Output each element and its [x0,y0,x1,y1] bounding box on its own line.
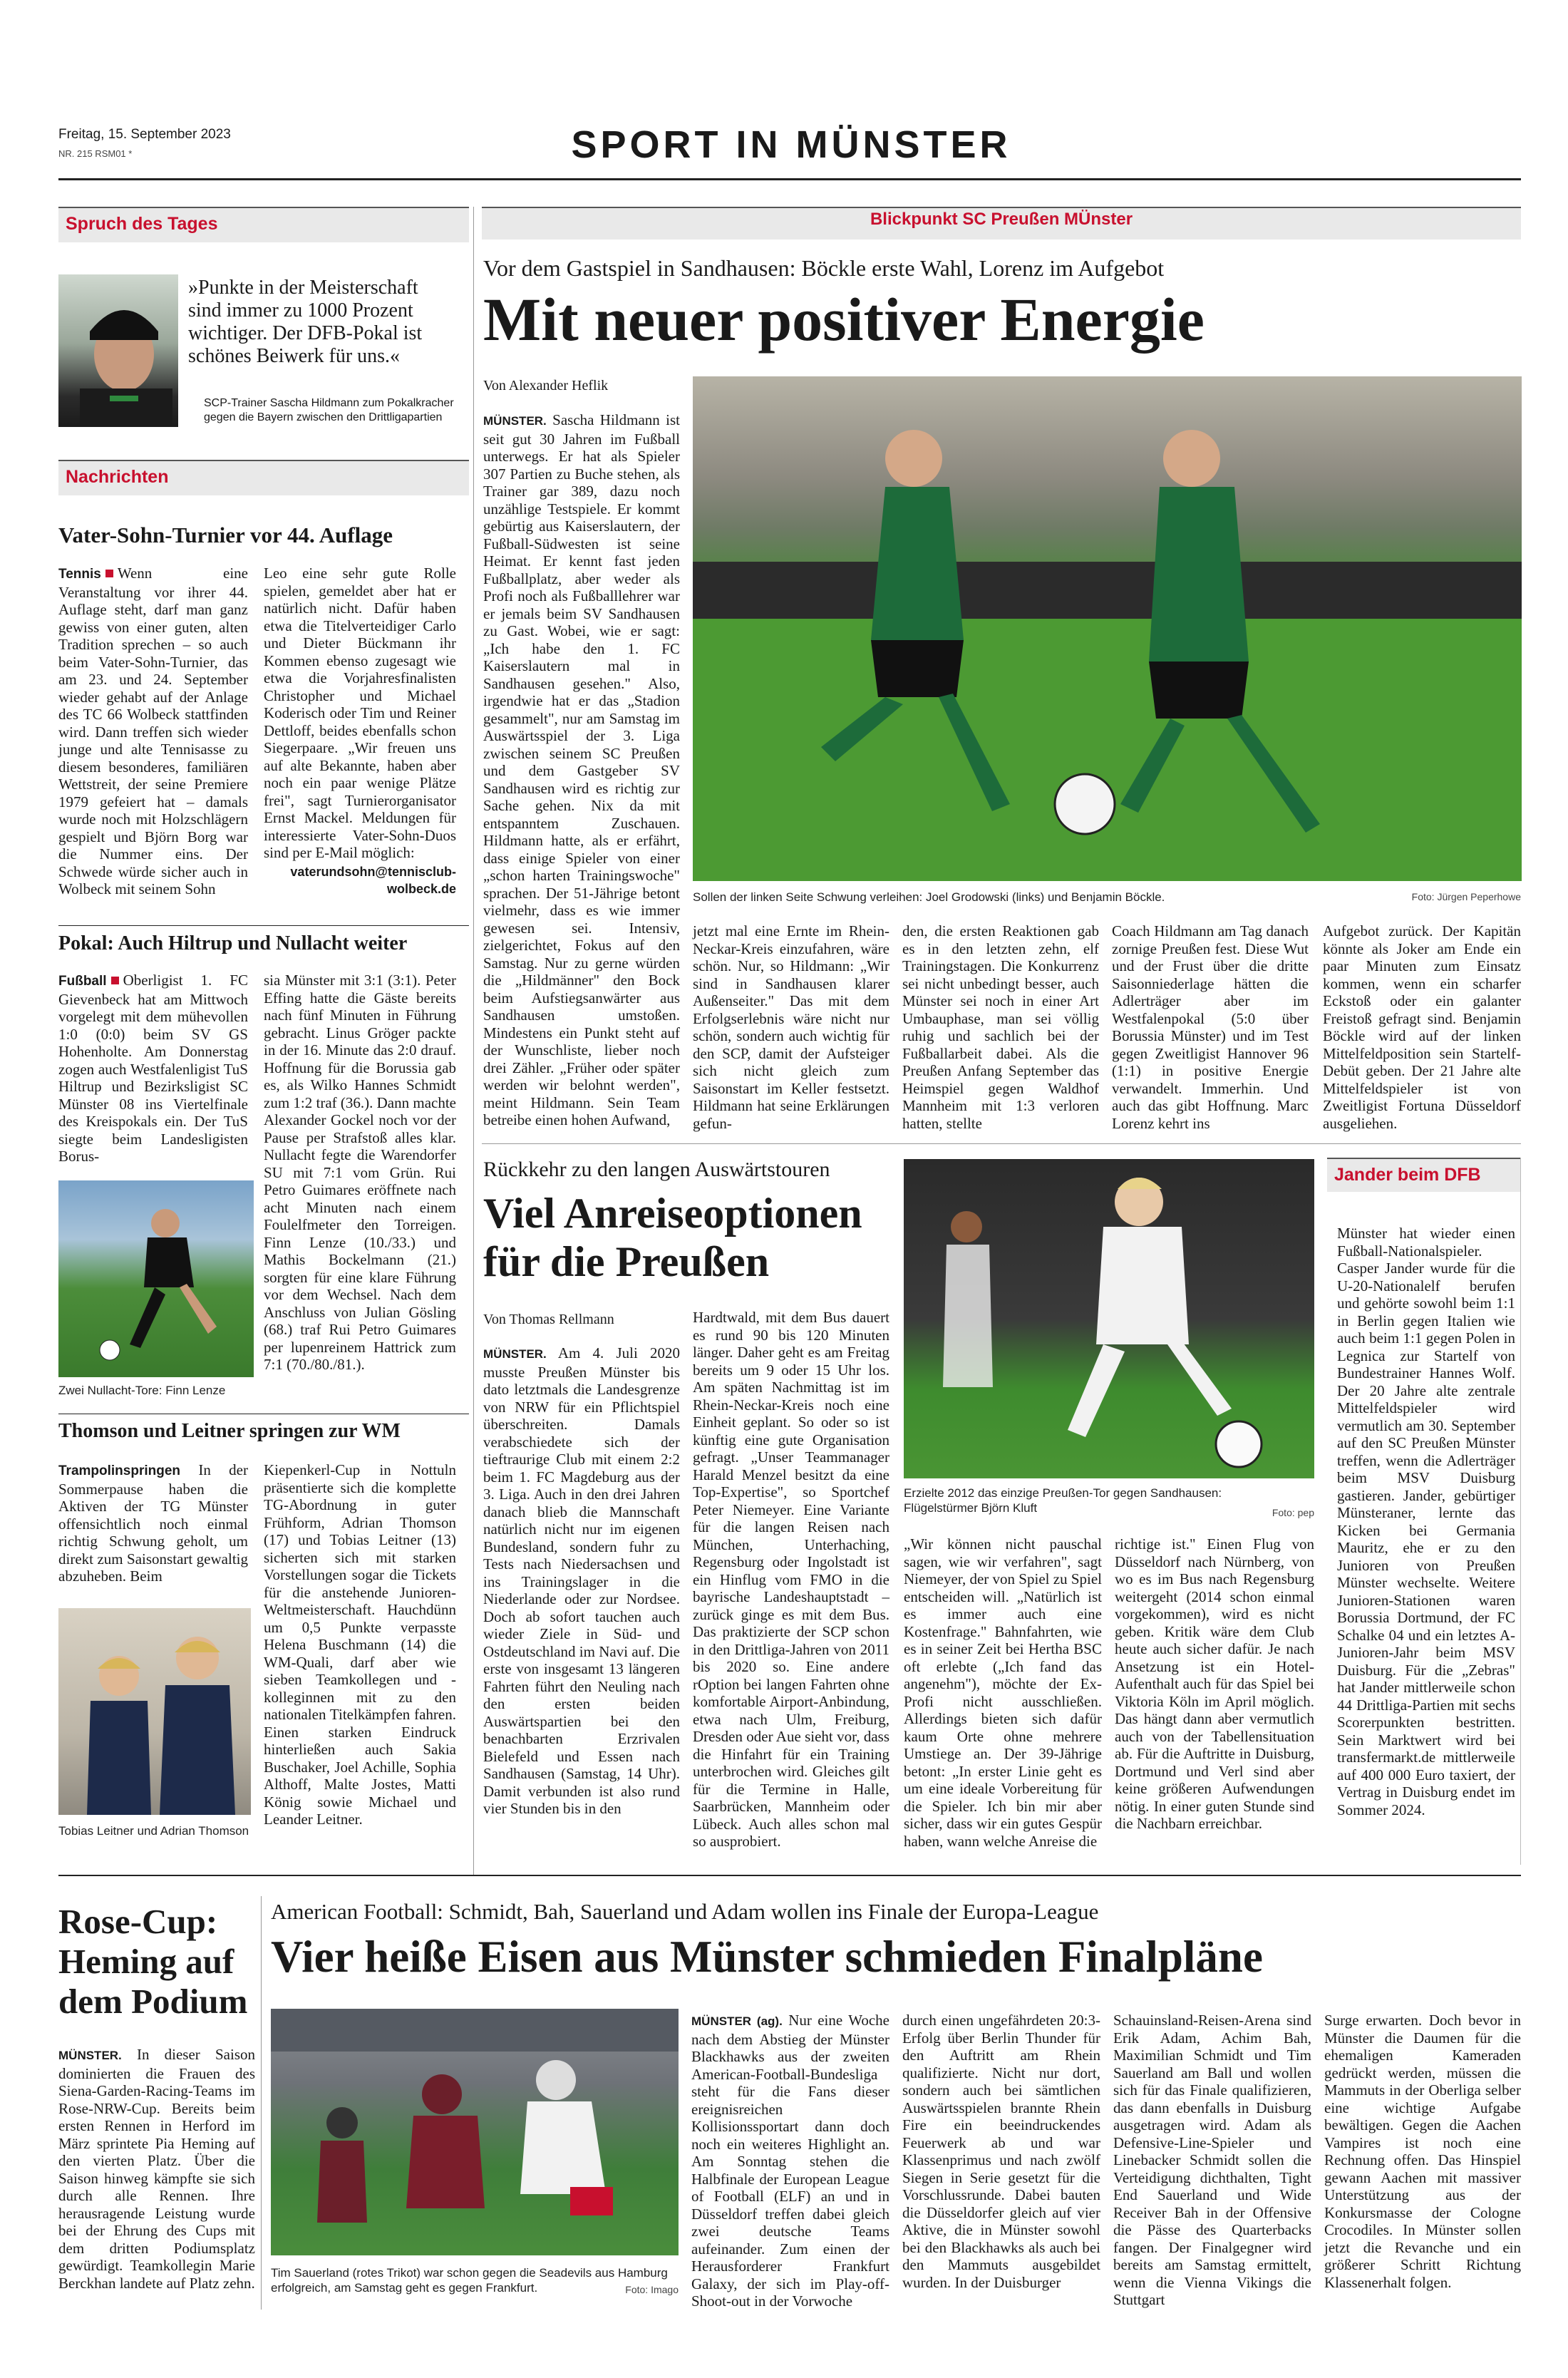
main-col0: MÜNSTER. Sascha Hildmann ist seit gut 30 Jahren im Fußball unterwegs. Er hat als Spieler 307 Partien zu Buche stehen, als Trainer gar 389, dazu noch unzählige Testspiele. Er kommt gebürtig aus Kaiserslautern, der Fußball-Südwesten ist seine Heimat. Er kennt fast jeden Fußballplatz, aber weder als Profi noch als Fußballlehrer war er jemals beim SV Sandhausen zu Gast. Wobei, wie er sagt: „Ich habe den 1. FC Kaiserslautern mal in Sandhausen gesehen." Also, irgendwie hat er das „Stadion gesammelt", nur am Samstag im Auswärtsspiel der 3. Liga zwischen seinem SC Preußen und dem Gastgeber SV Sandhausen wird es richtig zur Sache gehen. Nix da mit entspanntem Zuschauen. Hildmann hatte, als er erfährt, dass einige Spieler von einer „schon harten Trainingswoche" sprachen. Der 51-Jährige betont vielmehr, dass es wie immer gewesen sei. Intensiv, zielgerichtet, Fokus auf den Samstag. Nur zu gerne würden die „Hildmänner" den Bock beim Aufstiegsanwärter aus Sandhausen umstoßen. Mindestens ein Punkt steht auf der Wunschliste, lieber noch drei Zähler. „Früher oder später werden wir belohnt werden", meint Hildmann. Sein Team betreibe einen hohen Aufwand, [483,411,680,1128]
second-caption: Erzielte 2012 das einzige Preußen-Tor gegen Sandhausen: Flügelstürmer Björn Kluft [904,1486,1222,1515]
left-divider [473,207,474,1875]
masthead-date: Freitag, 15. September 2023 [58,127,231,142]
news2-photo [58,1180,254,1377]
jander-text: Münster hat wieder einen Fußball-Nationalspieler. Casper Jander wurde für die U-20-Nationalelf berufen und gehörte sowohl beim 1:1 in Berlin gegen Italien wie auch beim 1:1 gegen Polen in Legnica zur Startelf von Bundestrainer Hannes Wolf. Der 20 Jahre alte zentrale Mittelfeldspieler wird vermutlich am 30. September auf den SC Preußen Münster treffen, wenn die Adlerträger beim MSV Duisburg gastieren. Jander, gebürtiger Münsteraner, lernte das Kicken bei Germania Mauritz, ehe er zu den Junioren von Preußen Münster wechselte. Weitere Junioren-Stationen waren Borussia Dortmund, der FC Schalke 04 und ein letztes A-Junioren-Jahr beim MSV Duisburg. Für die „Zebras" hat Jander mittlerweile schon 44 Drittliga-Partien mit sechs Scorerpunkten bestritten. Sein Marktwert wird bei transfermarkt.de mittlerweile auf 400 000 Euro taxiert, der Vertrag in Duisburg endet im Sommer 2024. [1337,1225,1515,1818]
second-credit: Foto: pep [1272,1507,1314,1518]
football-credit: Foto: Imago [625,2284,679,2295]
second-dek: Rückkehr zu den langen Auswärtstouren [483,1158,830,1181]
rose-headline: Rose-Cup: Heming auf dem Podium [58,1902,248,2021]
news3-caption: Tobias Leitner und Adrian Thomson [58,1824,249,1838]
spruch-source: SCP-Trainer Sascha Hildmann zum Pokalkracher gegen die Bayern zwischen den Drittligapartien [204,397,454,423]
main-rule [482,1143,1521,1144]
news2-caption: Zwei Nullacht-Tore: Finn Lenze [58,1384,226,1397]
news3-col2: Kiepenkerl-Cup in Nottuln präsentierte sich die komplette TG-Abordnung in guter Frühform, Adrian Thomson (17) und Tobias Leitner (13) sicherten sich mit starken Vorstellungen sogar die Tickets für die anstehende Junioren-Weltmeisterschaft. Hauchdünn um 0,5 Punkte verpasste Helena Buschmann (14) die WM-Quali, darf aber wie sieben Teamkollegen und -kolleginnen mit zu den nationalen Titelkämpfen fahren. Einen starken Eindruck hinterließen auch Sakia Buschaker, Joel Achille, Sophia Althoff, Malte Jostes, Matti König sowie Michael und Leander Leitner. [264,1461,456,1828]
news3-col1: Trampolinspringen In der Sommerpause haben die Aktiven der TG Münster offensichtlich noch einmal richtig Schwung geholt, um direkt zum Saisonstart gewaltig abzuheben. Beim [58,1461,248,1585]
news3-keyword: Trampolinspringen [58,1463,181,1478]
main-caption: Sollen der linken Seite Schwung verleihen: Joel Grodowski (links) und Benjamin Böckle. [693,890,1165,904]
second-photo [904,1159,1314,1478]
jander-box-border [1327,1158,1521,1865]
football-dek: American Football: Schmidt, Bah, Sauerland und Adam wollen ins Finale der Europa-League [271,1899,1099,1924]
main-dek: Vor dem Gastspiel in Sandhausen: Böckle erste Wahl, Lorenz im Aufgebot [483,255,1165,281]
main-photo [693,376,1522,881]
news1-email[interactable]: vaterundsohn@tennisclub-wolbeck.de [290,864,456,896]
spruch-label: Spruch des Tages [58,207,469,242]
news1-rule [58,925,469,926]
news1-col2: Leo eine sehr gute Rolle spielen, gemeldet aber hat er natürlich nicht. Dafür haben etwa die Titelverteidiger Carlo und Dieter Bückmann ihr Kommen ebenso zugesagt wie etwa die Vorjahresfinalisten Christopher und Michael Koderisch oder Tim und Reiner Dettloff, beides ebenfalls schon Siegerpaare. „Wir freuen uns auf alte Bekannte, haben aber noch ein paar wenige Plätze frei", sagt Turnierorganisator Ernst Mackel. Meldungen für interessierte Vater-Sohn-Duos sind per E-Mail möglich: vaterundsohn@tennisclub-wolbeck.de [264,565,456,898]
football-photo [271,2009,679,2255]
football-headline: Vier heiße Eisen aus Münster schmieden Finalpläne [271,1932,1263,1982]
main-kicker: Blickpunkt SC Preußen MÜnster [870,210,1133,229]
news2-title: Pokal: Auch Hiltrup und Nullacht weiter [58,932,408,954]
news1-col1: Tennis Wenn eine Veranstaltung vor ihrer 44. Auflage steht, darf man ganz gewiss von einer guten, alten Tradition sprechen – so auch beim Vater-Sohn-Turnier, das am 23. und 24. September wieder gehabt auf der Anlage des TC 66 Wolbeck stattfinden wird. Dann treffen sich wieder junge und alte Tennisasse zu diesem besonderes, familiären Wettstreit, der seine Premiere 1979 gefeiert hat – damals wurde noch mit Holzschlägern gespielt und Björn Borg war die Nummer eins. Der Schwede würde sicher auch in Wolbeck mit seinem Sohn [58,565,248,897]
news3-photo [58,1608,251,1815]
football-col2: Schauinsland-Reisen-Arena sind Erik Adam, Achim Bah, Maximilian Schmidt und Tim Sauerland am Ball und wollen sich für das Finale qualifizieren, das dann ebenfalls in Duisburg ausgetragen wird. Adam als Defensive-Line-Spieler und Linebacker Schmidt sollen die Verteidigung dichthalten, Tight End Sauerland und Wide Receiver Bah in der Offensive die Pässe des Quarterbacks fangen. Der Finalgegner wird bereits am Samstag ermittelt, wenn die Vienna Vikings die Stuttgart [1113,2012,1311,2308]
news2-col1: Fußball Oberligist 1. FC Gievenbeck hat am Mittwoch vorgelegt mit dem mühevollen 1:0 (0:0) beim SV GS Hohenholte. Am Donnerstag zogen auch Westfalenligist TuS Hiltrup und Bezirksligist SC Münster 08 ins Viertelfinale des Kreispokals ein. Der TuS siegte beim Landesligisten Borus- [58,972,248,1165]
football-col3: Surge erwarten. Doch bevor in Münster die Daumen für die ehemaligen Kameraden gedrückt werden, müssen die Mammuts in der Oberliga selber eine wichtige Aufgabe bewältigen. Gegen die Aachen Vampires ist noch eine Rechnung offen. Das Hinspiel gewann Aachen mit massiver Unterstützung aus der Konkursmasse der Cologne Crocodiles. In Münster sollen jetzt die Revanche und ein größerer Schritt Richtung Klassenerhalt folgen. [1324,2012,1521,2291]
section-title: SPORT IN MÜNSTER [571,123,1011,166]
football-col0: MÜNSTER (ag). Nur eine Woche nach dem Abstieg der Münster Blackhawks aus der zweiten American-Football-Bundesliga steht für die Fans dieser ereignisreichen Kollisionssportart dann doch noch ein weiteres Highlight an. Am Sonntag stehen die Halbfinale der European League of Football (ELF) an und in Düsseldorf treffen dabei gleich zwei deutsche Teams aufeinander. Zum einen der Herausforderer Frankfurt Galaxy, der sich im Play-off-Shoot-out in der Vorwoche [691,2012,889,2310]
jander-label: Jander beim DFB [1327,1158,1521,1192]
main-col4: Aufgebot zurück. Der Kapitän könnte als Joker am Ende ein paar Minuten zum Einsatz kommen, wenn ein scharfer Eckstoß oder ein galanter Freistoß gefragt sind. Benjamin Böckle wird auf der linken Mittelfeldposition sein Startelf-Debüt geben. Der 21 Jahre alte Mittelfeldspieler ist von Zweitligist Fortuna Düsseldorf ausgeliehen. [1323,922,1521,1132]
second-headline: Viel Anreiseoptionen für die Preußen [483,1190,862,1285]
football-caption: Tim Sauerland (rotes Trikot) war schon gegen die Seadevils aus Hamburg erfolgreich, am Samstag geht es gegen Frankfurt. [271,2266,668,2295]
second-col3: richtige ist." Einen Flug von Düsseldorf nach Nürnberg, von wo es im Bus nach Regensburg weitergeht (2014 schon einmal vorgekommen), wird es nicht geben. Kritik wäre dem Club heute auch sicher dafür. Je nach Ansetzung ist ein Hotel-Aufenthalt auch für das Spiel bei Viktoria Köln im April möglich. Das hängt dann aber vermutlich auch von der Tabellensituation ab. Für die Auftritte in Duisburg, Dortmund und Verl sind aber keine größeren Aufwendungen nötig. In einer guten Stunde sind die Nachbarn erreichbar. [1115,1535,1314,1832]
rose-divider [261,1896,262,2310]
nachrichten-label: Nachrichten [58,460,469,495]
masthead-issue: NR. 215 RSM01 * [58,148,133,159]
second-col2: „Wir können nicht pauschal sagen, wie wir verfahren", sagt Niemeyer, der von Spiel zu Spiel entscheiden will. „Natürlich ist es immer auch eine Kostenfrage." Bahnfahrten, wie es in seiner Zeit bei Hertha BSC oft erlebte („Ich fand das angenehm"), möchte der Ex-Profi nicht ausschließen. Allerdings bieten sich dafür kaum Orte ohne mehrere Umstiege an. Der 39-Jährige betont: „In erster Linie geht es um eine ideale Vorbereitung für die Spieler. Ich bin mir aber sicher, dass wir ein gutes Gespür haben, wann welche Anreise die [904,1535,1102,1850]
spruch-quote: »Punkte in der Meisterschaft sind immer zu 1000 Prozent wichtiger. Der DFB-Pokal ist schönes Beiwerk für uns.« [188,277,423,367]
rose-text: MÜNSTER. In dieser Saison dominierten die Frauen des Siena-Garden-Racing-Teams im Rose-NRW-Cup. Bereits beim ersten Rennen in Herford im März sprintete Pia Heming auf den vierten Platz. Über die Saison hinweg kämpfte sie sich durch alle Rennen. Ihre herausragende Leistung wurde bei der Ehrung des Cups mit dem dritten Podiumsplatz gewürdigt. Teamkollegin Marie Berckhan landete auf Platz zehn. [58,2046,255,2292]
bottom-rule [58,1875,1521,1876]
second-col1: Hardtwald, mit dem Bus dauert es rund 90 bis 120 Minuten länger. Daher geht es am Freitag bereits um 9 oder 15 Uhr los. Am späten Nachmittag ist im Rhein-Neckar-Kreis noch eine Einheit geplant. So oder so ist künftig eine gute Organisation gefragt. „Unser Teammanager Harald Menzel besitzt da eine Top-Expertise", so Sportchef Peter Niemeyer. Eine Variante für die langen Reisen nach München, Unterhaching, Regensburg oder Ingolstadt ist ein Hinflug vom FMO in die bayrische Landeshauptstadt – zurück ginge es mit dem Bus. Das praktizierte der SCP schon in den Drittliga-Jahren von 2011 bis 2020 so. Eine andere rOption bei langen Fahrten ohne komfortable Airport-Anbindung, etwa nach Ulm, Freiburg, Dresden oder Aue sieht vor, dass die Hinfahrt für ein Training unterbrochen wird. Gleiches gilt für die Termine in Halle, Saarbrücken, Mannheim oder Lübeck. Auch alles schon mal so ausprobiert. [693,1309,889,1850]
news1-title: Vater-Sohn-Turnier vor 44. Auflage [58,523,393,547]
main-credit: Foto: Jürgen Peperhowe [1411,891,1521,902]
main-byline: Von Alexander Heflik [483,378,609,393]
main-col1: jetzt mal eine Ernte im Rhein-Neckar-Kreis einzufahren, wäre schön. Nur, so Hildmann: „Wir sind in Sandhausen klarer Außenseiter." Das mit dem Erfolgserlebnis wäre nicht nur schön, sondern auch wichtig für den SCP, damit der Aufsteiger sich nicht gleich zum Saisonstart im Keller festsetzt. Hildmann hat seine Erklärungen gefun- [693,922,889,1132]
news1-keyword: Tennis [58,567,101,582]
main-headline: Mit neuer positiver Energie [483,285,1205,354]
main-col3: Coach Hildmann am Tag danach zornige Preußen fest. Diese Wut und der Frust über die dritte Saisonniederlage hätten die Adlerträger aber im Westfalenpokal (5:0 über Borussia Münster) und im Test gegen Zweitligist Hannover 96 (1:1) in positive Energie verwandelt. Immerhin. Und auch das gibt Hoffnung. Marc Lorenz kehrt ins [1112,922,1309,1132]
news2-keyword: Fußball [58,974,107,989]
main-col2: den, die ersten Reaktionen gab es in den letzten zehn, elf Trainingstagen. Die Konkurrenz sei nicht unbedingt besser, auch Münster sei noch in einer Art Umbauphase, man sei völlig ruhig und sachlich bei der Fußballarbeit dabei. Als die Preußen Anfang September das Heimspiel gegen Waldhof Mannheim mit 1:3 verloren hatten, stellte [902,922,1099,1132]
football-col1: durch einen ungefährdeten 20:3-Erfolg über Berlin Thunder für den Auftritt am Rhein qualifizierte. Nicht nur dort, sondern auch bei sämtlichen Auswärtsspielen brannte Rhein Fire ein beeindruckendes Feuerwerk ab und war Klassenprimus und nach zwölf Siegen in Serie gesetzt für die Vorschlussrunde. Dabei bauten die Düsseldorfer gleich auf vier Aktive, die in Münster sowohl bei den Blackhawks als auch bei den Mammuts ausgebildet wurden. In der Duisburger [902,2012,1100,2291]
second-byline: Von Thomas Rellmann [483,1312,614,1327]
masthead-rule [58,178,1521,180]
news3-title: Thomson und Leitner springen zur WM [58,1420,401,1442]
spruch-portrait [58,274,178,427]
second-col0: MÜNSTER. Am 4. Juli 2020 musste Preußen Münster bis dato letztmals die Landesgrenze von NRW für ein Pflichtspiel überschreiten. Damals verabschiedete sich der tieftraurige Club mit einem 2:2 beim 1. FC Magdeburg aus der 3. Liga. Auch in den drei Jahren danach blieb die Mannschaft natürlich nicht nur im eigenen Bundesland, sondern fuhr zu Tests nach Niedersachsen und ins Trainingslager in die Niederlande oder zur Nordsee. Doch ab sofort tauchen auch wieder Ziele in Süd- und Ostdeutschland im Navi auf. Die erste von insgesamt 13 längeren Fahrten führt den Neuling nach den ersten beiden Auswärtspartien bei den benachbarten Erzrivalen Bielefeld und Essen nach Sandhausen (Samstag, 14 Uhr). Damit verbunden ist also rund vier Stunden bis in den [483,1344,681,1817]
news2-col2: sia Münster mit 3:1 (3:1). Peter Effing hatte die Gäste bereits nach fünf Minuten in Führung gebracht. Linus Gröger packte in der 16. Minute das 2:0 drauf. Hoffnung für die Borussia gab es, als Wilko Hannes Schmidt zum 1:2 traf (36.). Dann machte Alexander Gockel noch vor der Pause per Strafstoß alles klar. Nullacht fegte die Warendorfer SU mit 7:1 vom Grün. Rui Petro Guimares eröffnete nach acht Minuten nach einem Foulelfmeter den Torreigen. Finn Lenze (10./33.) und Mathis Bockelmann (21.) sorgten für eine klare Führung vor dem Wechsel. Nach dem Anschluss von Julian Gösling (68.) traf Rui Petro Guimares per lupenreinem Hattrick zum 7:1 (70./80./81.). [264,972,456,1373]
